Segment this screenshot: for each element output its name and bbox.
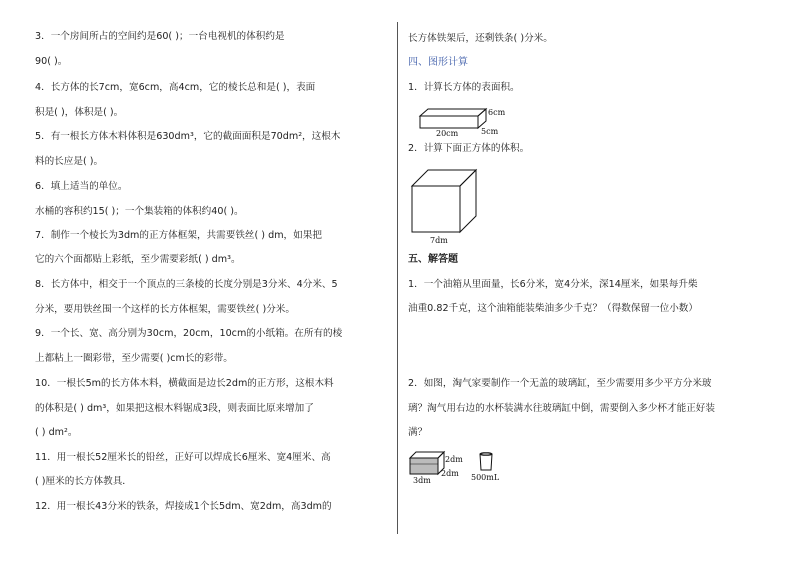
q10-line2: 的体积是( ) dm³，如果把这根木料锯成3段，则表面比原来增加了: [35, 403, 314, 414]
tank-length-label: 3dm: [413, 476, 431, 485]
q8-line1: 8．长方体中，相交于一个顶点的三条棱的长度分别是3分米、4分米、5: [35, 279, 338, 290]
q9-line1: 9．一个长、宽、高分别为30cm，20cm，10cm的小纸箱。在所有的棱: [35, 328, 343, 339]
cuboid-figure: [418, 104, 518, 138]
q3-line2: 90( )。: [35, 56, 68, 67]
q11-line2: ( )厘米的长方体教具．: [35, 476, 132, 487]
cuboid-width-label: 5cm: [481, 127, 499, 136]
q4-line2: 积是( )，体积是( )。: [35, 107, 124, 118]
tank-width-label: 2dm: [441, 469, 459, 478]
q3-line1: 3．一个房间所占的空间约是60( )；一台电视机的体积约是: [35, 31, 285, 42]
cup-volume-label: 500mL: [471, 473, 500, 482]
q7-line1: 7．制作一个棱长为3dm的正方体框架，共需要铁丝( ) dm，如果把: [35, 230, 322, 241]
q5-2-line2: 璃？淘气用右边的水杯装满水往玻璃缸中倒，需要倒入多少杯才能正好装: [408, 403, 715, 414]
column-divider: [397, 22, 398, 534]
q11-line1: 11．用一根长52厘米长的铅丝，正好可以焊成长6厘米、宽4厘米、高: [35, 452, 331, 463]
q8-line2: 分米，要用铁丝围一个这样的长方体框架，需要铁丝( )分米。: [35, 304, 295, 315]
q4-2-text: 2．计算下面正方体的体积。: [408, 143, 530, 154]
q6-line1: 6．填上适当的单位。: [35, 181, 128, 192]
tank-and-cup-figure: [408, 446, 518, 486]
q10-line1: 10．一根长5m的长方体木料，横截面是边长2dm的正方形，这根木料: [35, 378, 334, 389]
cube-figure: [410, 166, 480, 246]
q4-line1: 4．长方体的长7cm，宽6cm，高4cm，它的棱长总和是( )，表面: [35, 82, 316, 93]
q9-line2: 上都粘上一圈彩带，至少需要( )cm长的彩带。: [35, 353, 233, 364]
q5-2-line3: 满？: [408, 427, 428, 438]
cube-edge-label: 7dm: [430, 236, 448, 245]
q4-1-text: 1．计算长方体的表面积。: [408, 82, 520, 93]
cuboid-length-label: 20cm: [436, 129, 459, 138]
q5-1-line1: 1．一个油箱从里面量，长6分米，宽4分米，深14厘米，如果每升柴: [408, 279, 698, 290]
q12-line2: 长方体铁架后，还剩铁条( )分米。: [408, 33, 553, 44]
q5-line1: 5．有一根长方体木料体积是630dm³，它的截面面积是70dm²，这根木: [35, 131, 341, 142]
section5-title: 五、解答题: [408, 254, 458, 265]
q6-line2: 水桶的容积约15( )；一个集装箱的体积约40( )。: [35, 206, 244, 217]
tank-height-label: 2dm: [445, 455, 463, 464]
q5-line2: 料的长应是( )。: [35, 156, 104, 167]
q5-1-line2: 油重0.82千克，这个油箱能装柴油多少千克？（得数保留一位小数）: [408, 303, 698, 314]
q7-line2: 它的六个面都贴上彩纸，至少需要彩纸( ) dm³。: [35, 254, 241, 265]
cuboid-height-label: 6cm: [488, 108, 506, 117]
section4-title: 四、图形计算: [408, 57, 468, 68]
q5-2-line1: 2．如图，淘气家要制作一个无盖的玻璃缸，至少需要用多少平方分米玻: [408, 378, 712, 389]
q10-line3: ( ) dm²。: [35, 427, 78, 438]
q12-line1: 12．用一根长43分米的铁条，焊接成1个长5dm、宽2dm，高3dm的: [35, 501, 332, 512]
